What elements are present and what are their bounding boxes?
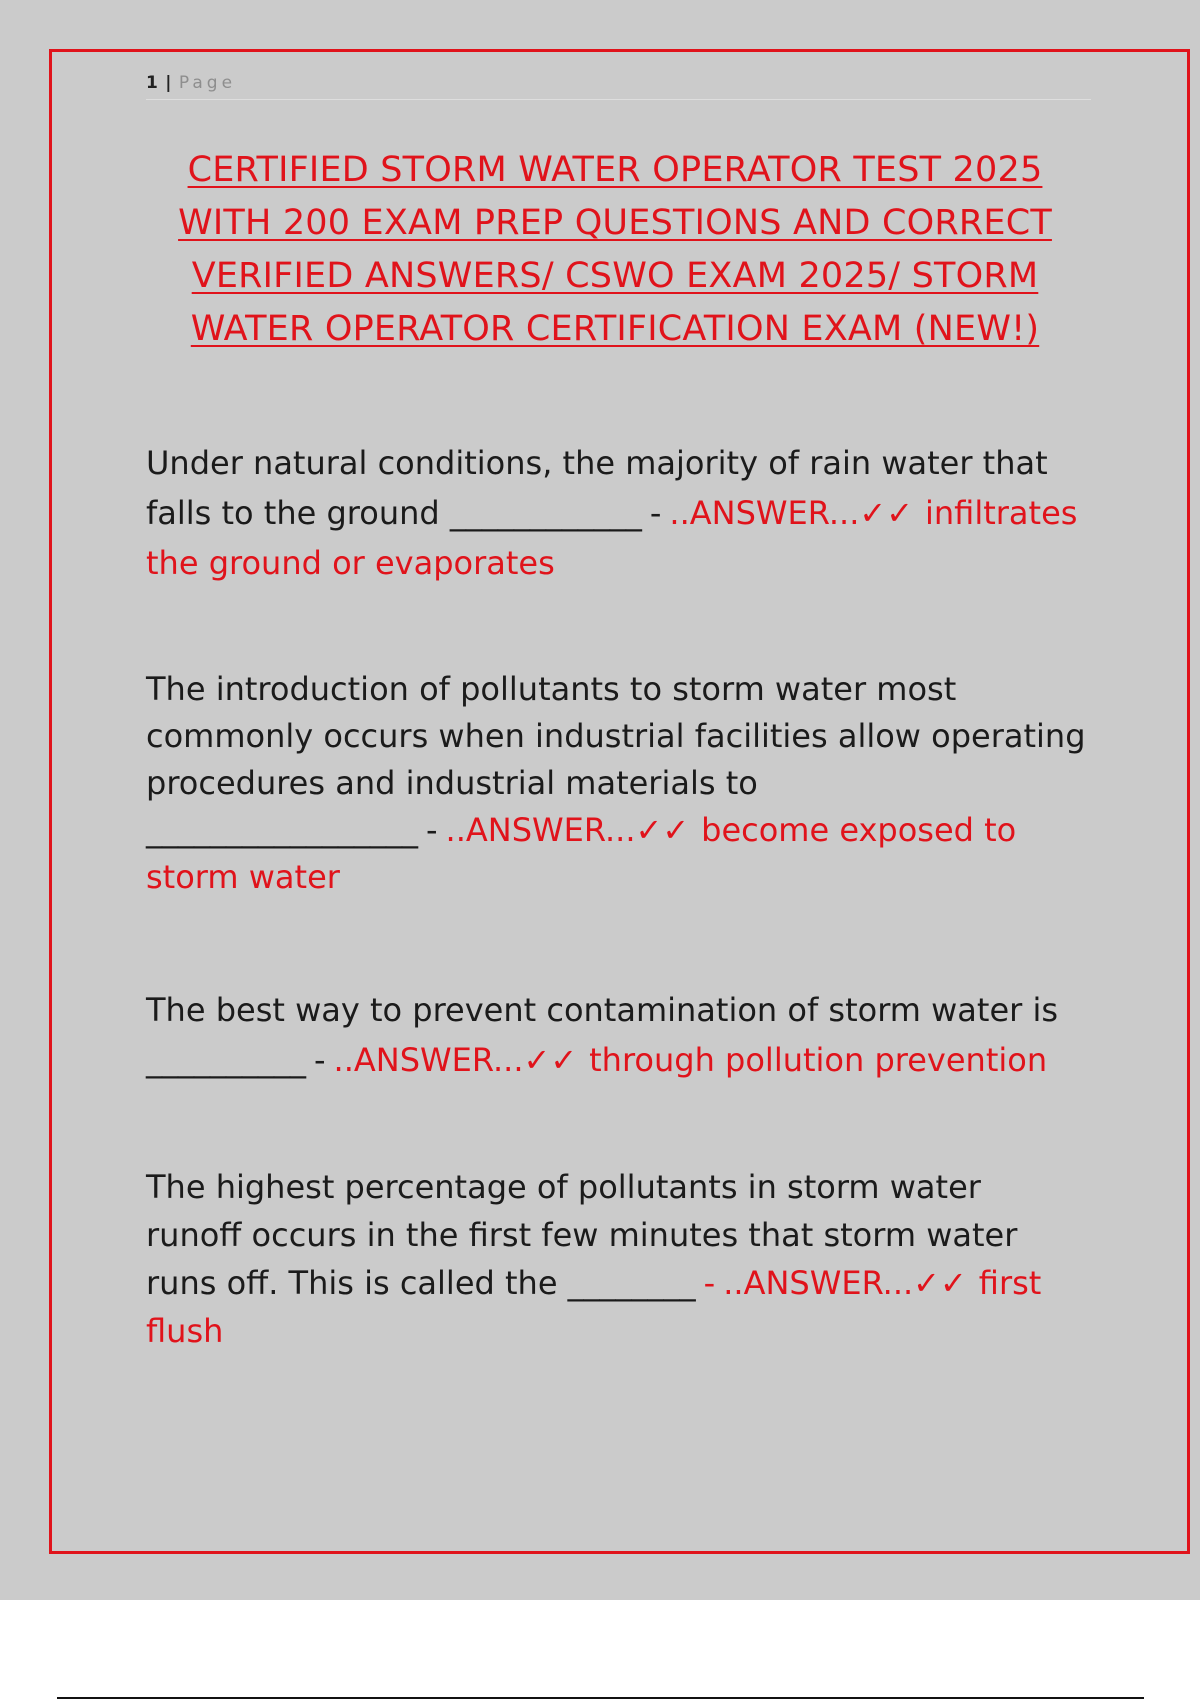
page-number-separator: | <box>165 73 173 93</box>
document-title: CERTIFIED STORM WATER OPERATOR TEST 2025 WITH 200 EXAM PREP QUESTIONS AND CORRECT VERIFIED ANSWERS/ CSWO EXAM 2025/ STORM WATER OPERATOR CERTIFICATION EXAM (NEW!) <box>178 150 1052 349</box>
qa-item <box>146 666 1086 901</box>
footer-rule <box>57 1697 1144 1699</box>
answer-tag: ..ANSWER...✓✓ <box>333 1041 578 1079</box>
qa-item <box>146 985 1086 1085</box>
answer-text: first flush <box>146 1264 1042 1350</box>
answer-tag: ..ANSWER...✓✓ <box>445 811 690 849</box>
answer-tag: ..ANSWER...✓✓ <box>669 494 913 532</box>
qa-item <box>146 438 1086 588</box>
question-text: Under natural conditions, the majority of rain water that falls to the ground ____________ <box>146 444 1048 532</box>
answer-text: infiltrates the ground or evaporates <box>146 494 1078 582</box>
qa-item <box>146 1163 1086 1355</box>
question-text: The best way to prevent contamination of storm water is __________ <box>146 991 1059 1079</box>
page-number: 1 <box>146 73 159 93</box>
page-header <box>146 73 1091 100</box>
answer-tag: ..ANSWER...✓✓ <box>723 1264 967 1302</box>
page-label: Page <box>178 73 237 93</box>
answer-separator: - <box>426 811 438 849</box>
answer-text: through pollution prevention <box>589 1041 1048 1079</box>
answer-separator: - <box>703 1264 716 1302</box>
question-text: The highest percentage of pollutants in storm water runoff occurs in the first few minutes that storm water runs off. This is called the ________ <box>146 1168 1018 1302</box>
answer-text: become exposed to storm water <box>146 811 1017 896</box>
answer-separator: - <box>314 1041 326 1079</box>
question-text: The introduction of pollutants to storm water most commonly occurs when industrial facilities allow operating procedures and industrial materials to _________________ <box>146 670 1086 849</box>
answer-separator: - <box>649 494 662 532</box>
